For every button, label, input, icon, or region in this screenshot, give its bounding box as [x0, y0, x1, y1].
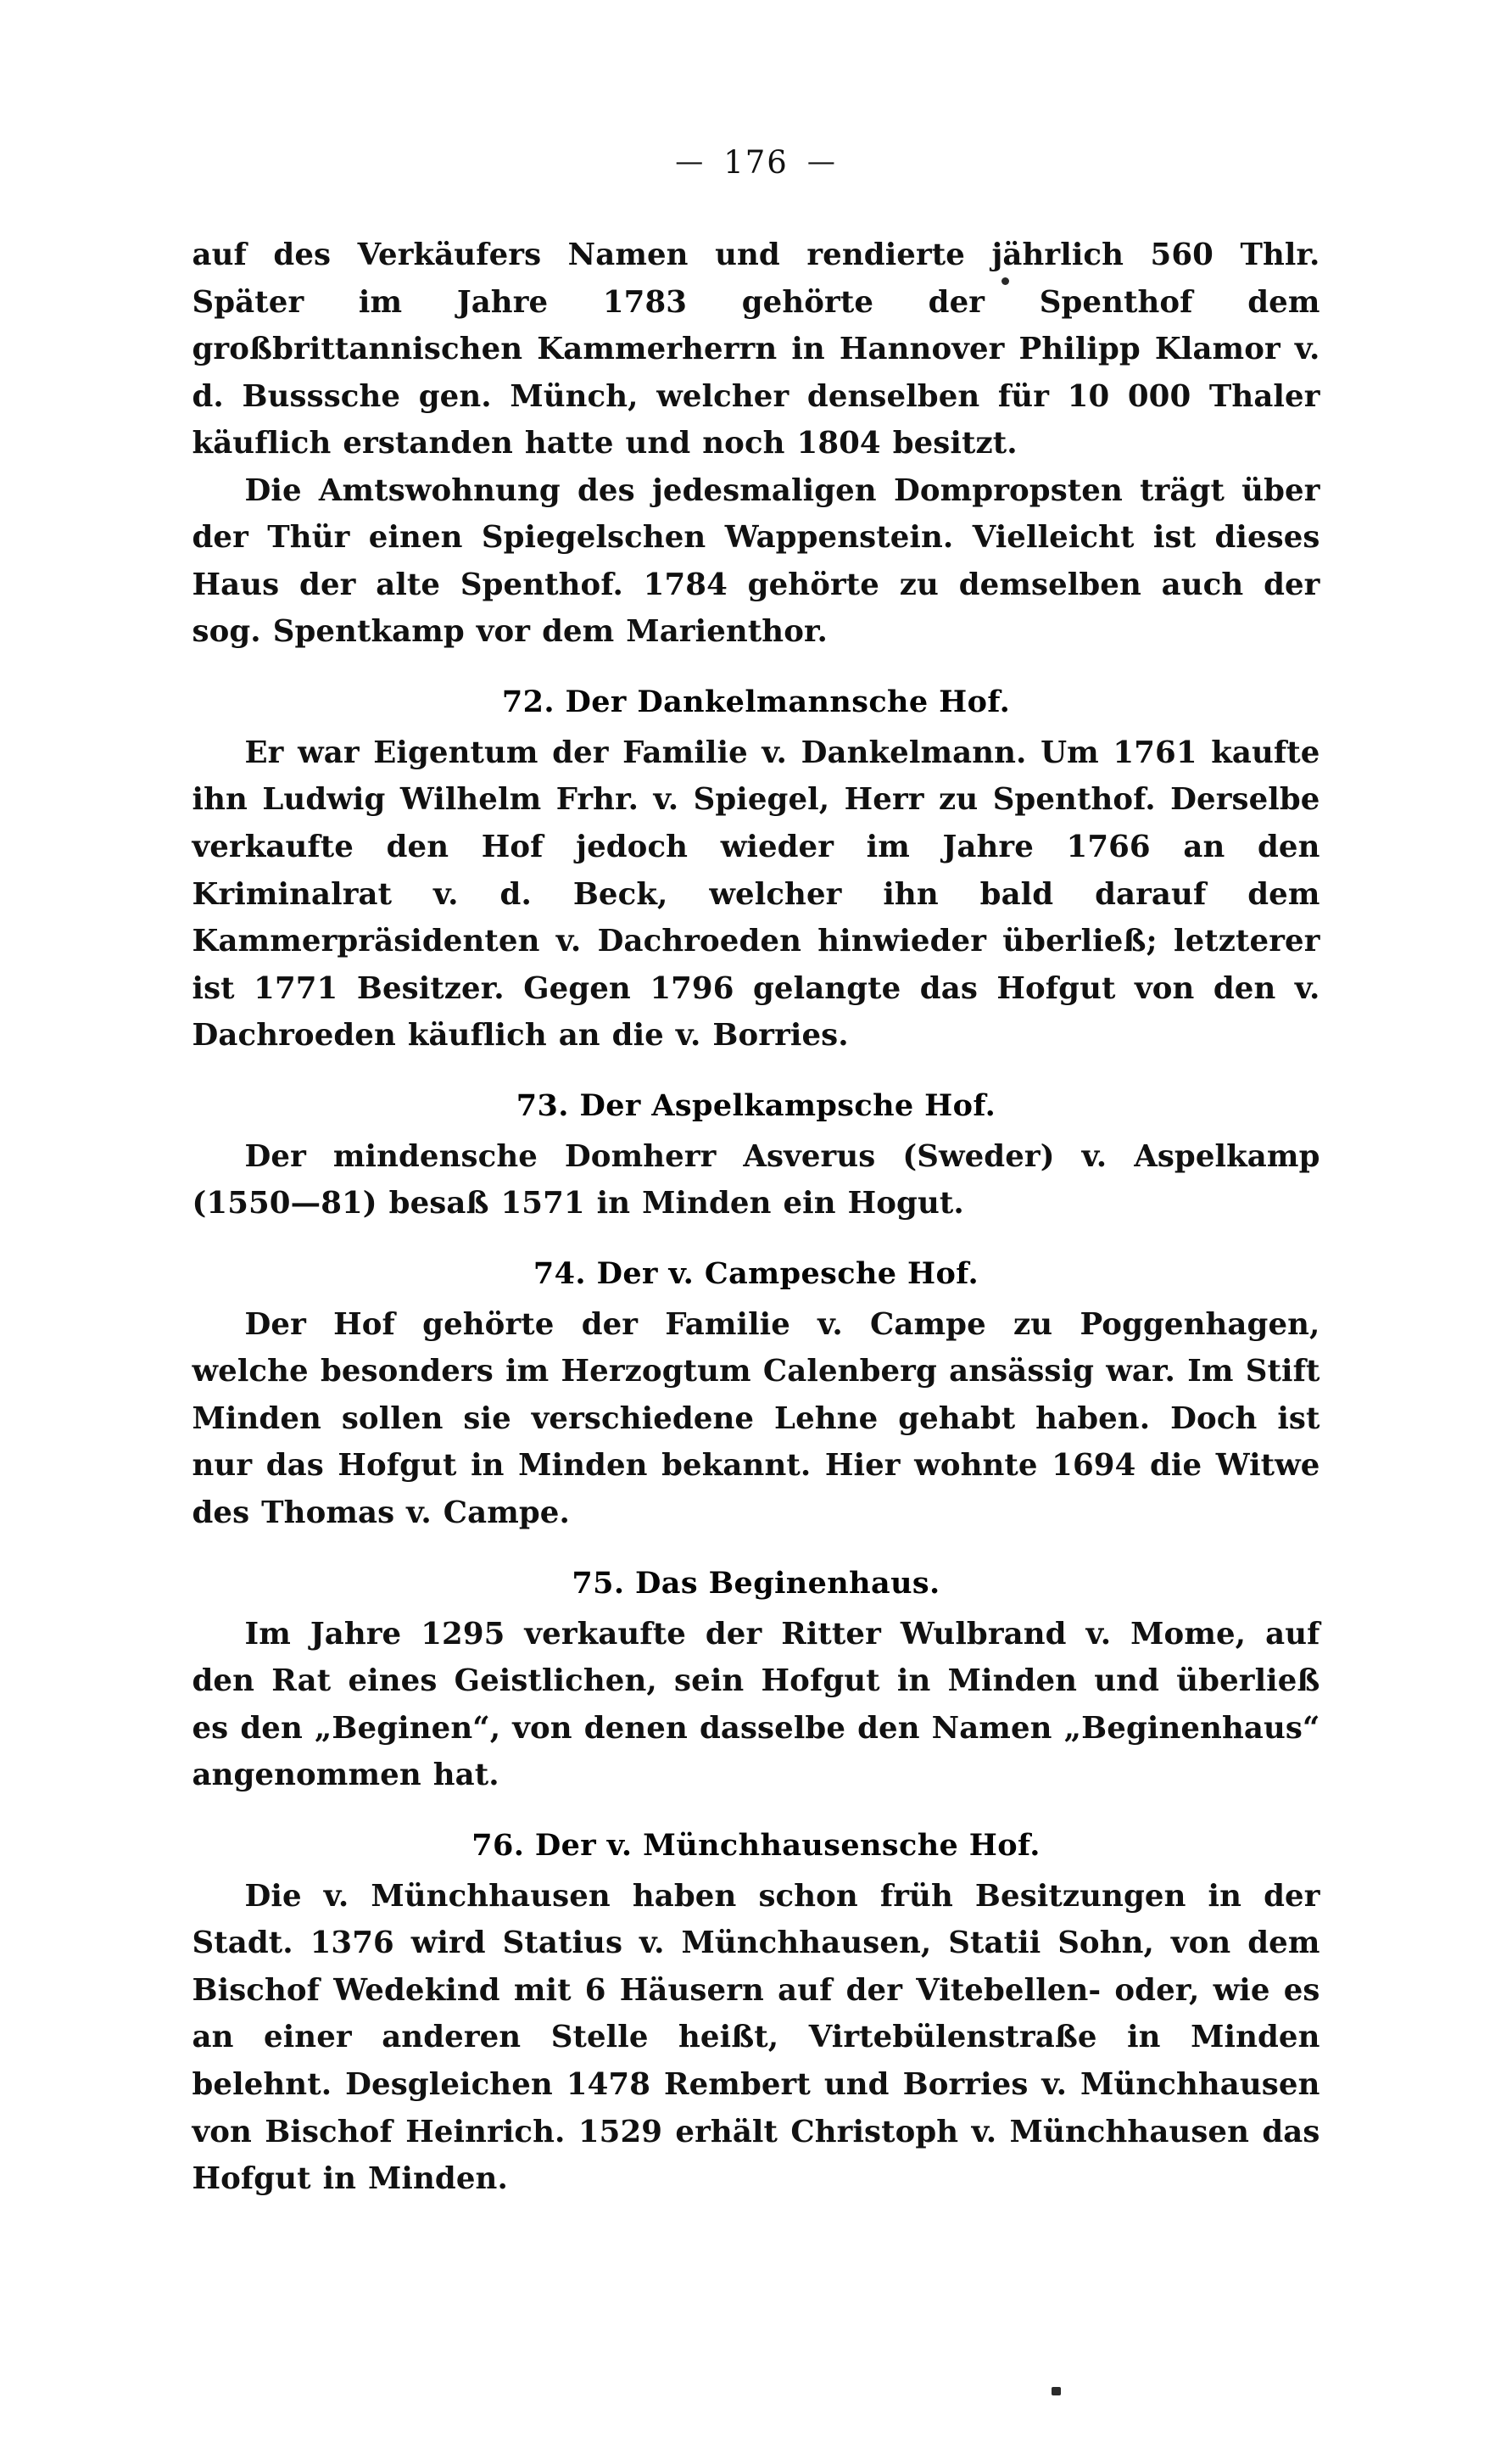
body-paragraph-2: Die Amtswohnung des jedesmaligen Dompropsten trägt über der Thür einen Spiegelschen Wappenstein. Vielleicht ist dieses Haus der alte Spenthof. 1784 gehörte zu demselben auch der sog. Spentkamp vor dem Marienthor.	[192, 472, 1320, 650]
page-number-dash-right: —	[806, 144, 837, 177]
section-74	[192, 1256, 1320, 1537]
page-content	[192, 181, 1320, 2203]
printers-mark-top	[1001, 277, 1009, 285]
section-heading-73: 73. Der Aspelkampsche Hof.	[516, 1087, 996, 1123]
section-75	[192, 1566, 1320, 1799]
section-72	[192, 685, 1320, 1059]
section-heading-75: 75. Das Beginenhaus.	[572, 1565, 940, 1601]
section-heading-76: 76. Der v. Münchhausensche Hof.	[471, 1827, 1041, 1863]
section-heading-72: 72. Der Dankelmannsche Hof.	[501, 684, 1011, 719]
section-heading-74: 74. Der v. Campesche Hof.	[533, 1255, 979, 1291]
page-number-value: 176	[723, 144, 789, 181]
section-75-paragraph-1: Im Jahre 1295 verkaufte der Ritter Wulbrand v. Mome, auf den Rat eines Geistlichen, sein Hofgut in Minden und überließ es den „Beginen“, von denen dasselbe den Namen „Beginenhaus“ angenommen hat.	[192, 1616, 1320, 1793]
page-number	[0, 144, 1512, 181]
section-74-paragraph-1: Der Hof gehörte der Familie v. Campe zu Poggenhagen, welche besonders im Herzogtum Calenberg ansässig war. Im Stift Minden sollen sie verschiedene Lehne gehabt haben. Doch ist nur das Hofgut in Minden bekannt. Hier wohnte 1694 die Witwe des Thomas v. Campe.	[192, 1306, 1320, 1531]
section-76	[192, 1828, 1320, 2203]
body-paragraph-1: auf des Verkäufers Namen und rendierte jährlich 560 Thlr. Später im Jahre 1783 gehörte der Spenthof dem großbrittannischen Kammerherrn in Hannover Philipp Klamor v. d. Busssche gen. Münch, welcher denselben für 10 000 Thaler käuflich erstanden hatte und noch 1804 besitzt.	[192, 238, 1320, 461]
printers-mark-bottom	[1052, 2387, 1061, 2395]
document-page	[0, 144, 1512, 2437]
page-number-dash-left: —	[675, 144, 706, 177]
section-72-paragraph-1: Er war Eigentum der Familie v. Dankelmann. Um 1761 kaufte ihn Ludwig Wilhelm Frhr. v. Spiegel, Herr zu Spenthof. Derselbe verkaufte den Hof jedoch wieder im Jahre 1766 an den Kriminalrat v. d. Beck, welcher ihn bald darauf dem Kammerpräsidenten v. Dachroeden hinwieder überließ; letzterer ist 1771 Besitzer. Gegen 1796 gelangte das Hofgut von den v. Dachroeden käuflich an die v. Borries.	[192, 735, 1320, 1054]
section-76-paragraph-1: Die v. Münchhausen haben schon früh Besitzungen in der Stadt. 1376 wird Statius v. Münchhausen, Statii Sohn, von dem Bischof Wedekind mit 6 Häusern auf der Vitebellen- oder, wie es an einer anderen Stelle heißt, Virtebülenstraße in Minden belehnt. Desgleichen 1478 Rembert und Borries v. Münchhausen von Bischof Heinrich. 1529 erhält Christoph v. Münchhausen das Hofgut in Minden.	[192, 1878, 1320, 2197]
section-73-paragraph-1: Der mindensche Domherr Asverus (Sweder) v. Aspelkamp (1550—81) besaß 1571 in Minden ein Hogut.	[192, 1138, 1320, 1221]
section-73	[192, 1088, 1320, 1227]
